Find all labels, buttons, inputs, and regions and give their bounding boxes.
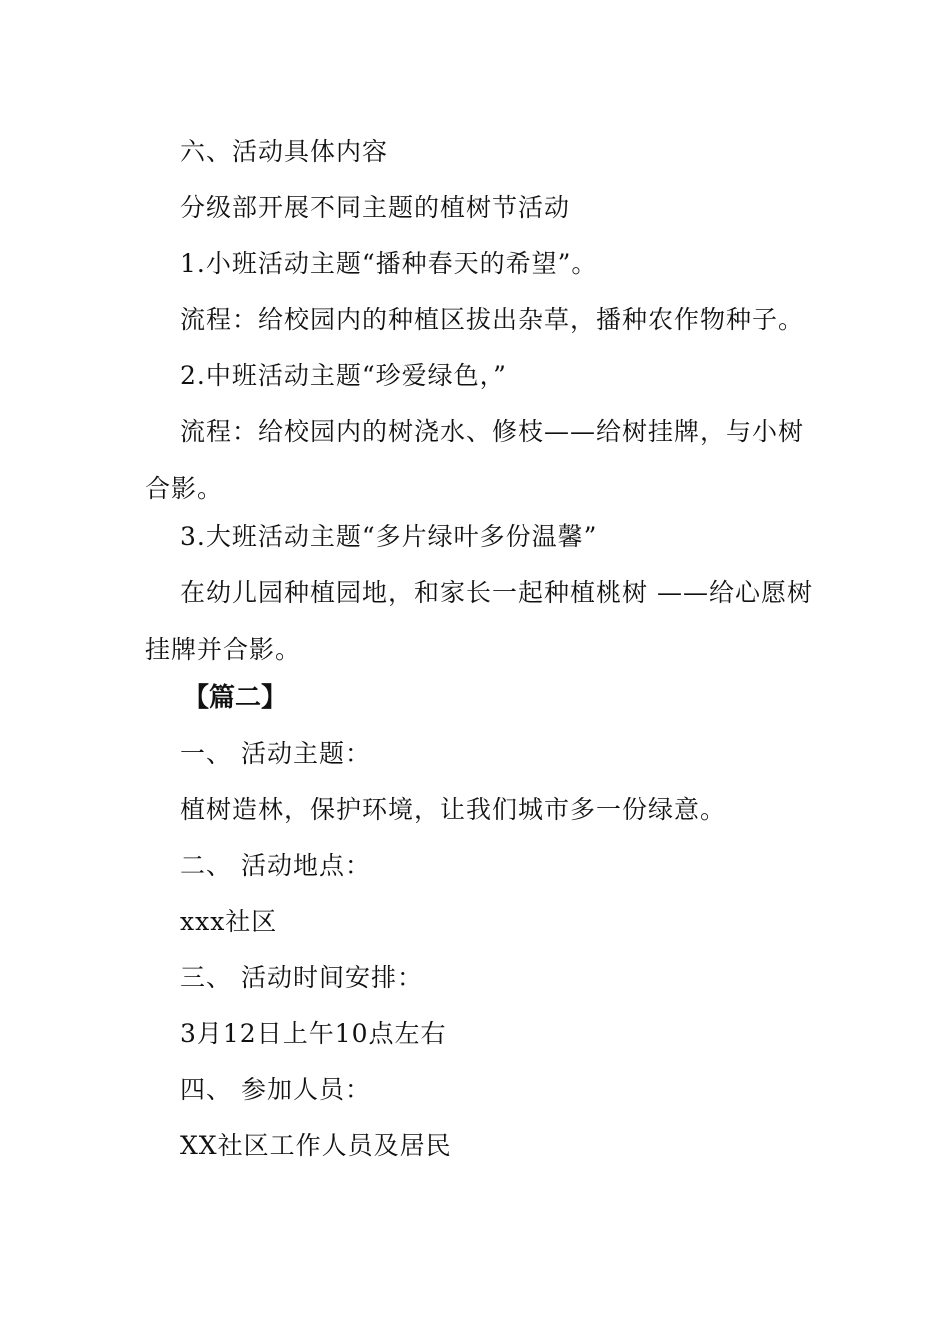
- section-heading-activity-time: 三、 活动时间安排：: [180, 963, 423, 992]
- small-class-theme: 1.小班活动主题“播种春天的希望”。: [180, 249, 598, 278]
- large-class-process: 在幼儿园种植园地，和家长一起种植桃树 ——给心愿树挂牌并合影。: [145, 578, 813, 664]
- part-two-heading: 【篇二】: [183, 683, 288, 713]
- section-heading-activity-location: 二、 活动地点：: [180, 851, 371, 880]
- middle-class-process: 流程：给校园内的树浇水、修枝——给树挂牌，与小树合影。: [145, 417, 805, 503]
- small-class-process: 流程：给校园内的种植区拔出杂草，播种农作物种子。: [180, 305, 805, 334]
- section-heading-activity-theme: 一、 活动主题：: [180, 739, 371, 768]
- section-heading-participants: 四、 参加人员：: [180, 1075, 371, 1104]
- activity-time-text: 3月12日上午10点左右: [180, 1019, 447, 1048]
- participants-text: XX社区工作人员及居民: [180, 1131, 452, 1160]
- middle-class-theme: 2.中班活动主题“珍爱绿色，”: [180, 361, 507, 390]
- large-class-theme: 3.大班活动主题“多片绿叶多份温馨”: [180, 522, 598, 551]
- activity-theme-text: 植树造林，保护环境，让我们城市多一份绿意。: [180, 795, 727, 824]
- activity-location-text: xxx社区: [180, 907, 278, 936]
- section-heading-activity-content: 六、活动具体内容: [180, 137, 389, 166]
- paragraph-grade-themes: 分级部开展不同主题的植树节活动: [180, 193, 571, 222]
